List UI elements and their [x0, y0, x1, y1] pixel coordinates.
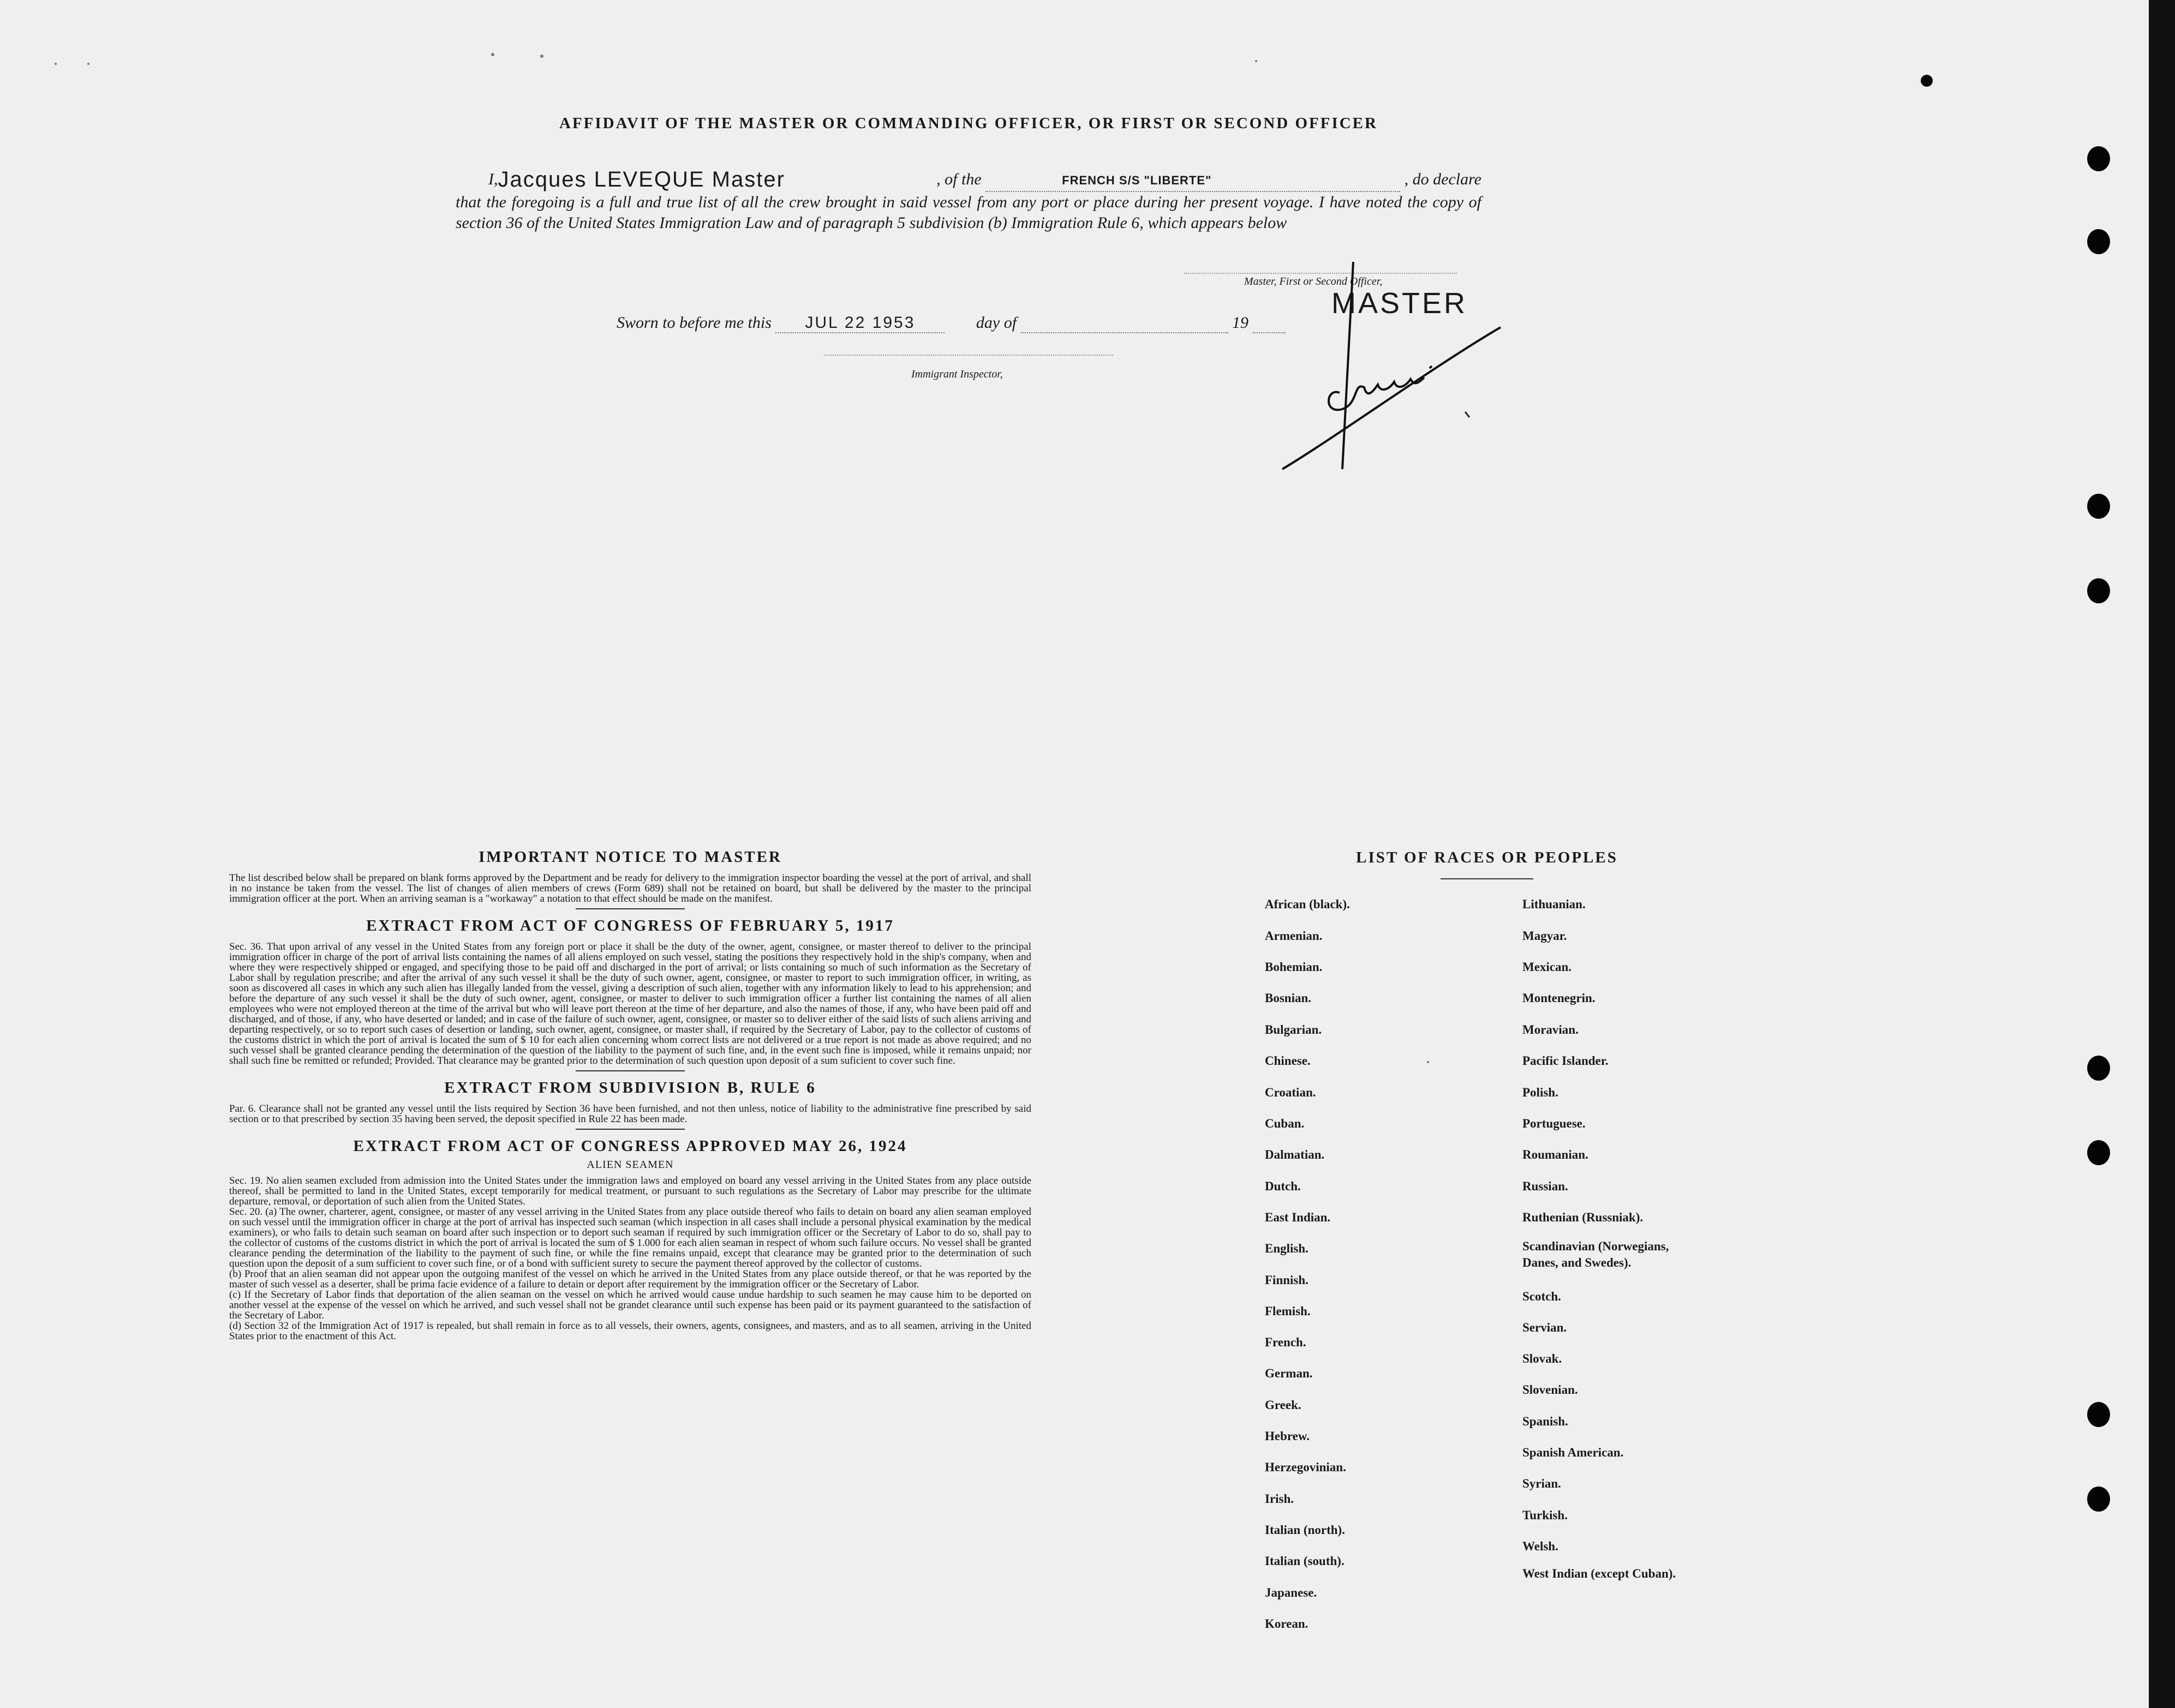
year-prefix: 19: [1232, 314, 1249, 332]
section-divider: [576, 1129, 685, 1130]
dust-speck: [1427, 1061, 1429, 1063]
extract-1924-sec20c: (c) If the Secretary of Labor finds that deportation of the alien seaman on the vessel on which he arrived would cause undue hardship to such seamen he may cause him to be deported on another vessel at the expense of the vessel on which he arrived, and such vessel shall not be grandet clearance until such expense has been paid or its payment guaranteed to the satisfaction of the Secretary of Labor.: [229, 1289, 1031, 1321]
race-item: Korean.: [1265, 1617, 1308, 1631]
race-item: Portuguese.: [1522, 1117, 1586, 1130]
race-item: Croatian.: [1265, 1086, 1316, 1099]
section-divider: [576, 1070, 685, 1071]
race-item: Dalmatian.: [1265, 1148, 1325, 1161]
races-title: LIST OF RACES OR PEOPLES: [1356, 849, 1618, 866]
race-item: Welsh.: [1522, 1539, 1558, 1553]
race-item: Servian.: [1522, 1321, 1567, 1334]
affidavit-title: AFFIDAVIT OF THE MASTER OR COMMANDING OFFICER, OR FIRST OR SECOND OFFICER: [559, 115, 1378, 132]
race-item: West Indian (except Cuban).: [1522, 1567, 1676, 1580]
day-of-text: day of: [976, 314, 1017, 332]
rule6-text: Par. 6. Clearance shall not be granted any vessel until the lists required by Section 36 have been furnished, and not then unless, notice of liability to the administrative fine prescribed by said section or to that prescribed by section 35 having been served, the deposit specified in Rule 22 has been made.: [229, 1103, 1031, 1125]
inspector-signature-line: [824, 355, 1113, 356]
race-item: Japanese.: [1265, 1586, 1317, 1599]
sworn-statement: [617, 314, 1286, 333]
master-signature: [1271, 256, 1511, 475]
extract-1917-title: EXTRACT FROM ACT OF CONGRESS OF FEBRUARY 5, 1917: [366, 917, 894, 934]
race-item: Hebrew.: [1265, 1429, 1310, 1443]
punch-hole: [2087, 1056, 2110, 1081]
sworn-date-field: [775, 314, 945, 333]
race-item: Chinese.: [1265, 1054, 1311, 1068]
notice-text: The list described below shall be prepared on blank forms approved by the Department and be ready for delivery to the immigration inspector boarding the vessel at the port of arrival, and shall in no instance be taken from the vessel. The list of changes of alien members of crews (Form 689) shall not be retained on board, but shall be delivered by the master to the principal immigration officer at the port. When an arriving seaman is a "workaway" a notation to that effect should be made on the manifest.: [229, 872, 1031, 904]
vessel-name: FRENCH S/S "LIBERTE": [985, 170, 1400, 192]
sworn-date: JUL 22 1953: [805, 314, 916, 332]
race-item: Scandinavian (Norwegians, Danes, and Swedes).: [1522, 1239, 1669, 1269]
race-item: Dutch.: [1265, 1179, 1301, 1193]
race-item: English.: [1265, 1242, 1308, 1255]
punch-hole: [2087, 578, 2110, 603]
race-item: Lithuanian.: [1522, 897, 1586, 911]
dust-speck: [1255, 60, 1257, 62]
extract-1924-title: EXTRACT FROM ACT OF CONGRESS APPROVED MAY 26, 1924: [353, 1137, 907, 1155]
punch-hole: [2087, 1140, 2110, 1165]
extract-1917-text: Sec. 36. That upon arrival of any vessel in the United States from any foreign port or place it shall be the duty of the owner, agent, consignee, or master thereof to deliver to the principal immigration officer in charge of the port of arrival lists containing the names of all aliens employed on such vessel, stating the positions they respectively hold in the ship's company, when and where they were respectively shipped or engaged, and specifying those to be paid off and discharged in the port of arrival; or lists containing so much of such information as the Secretary of Labor shall by regulation prescribe; and after the arrival of any such vessel it shall be the duty of such owner, agent, consignee, or master to report to such immigration officer, in writing, as soon as discovered all cases in which any such alien has illegally landed from the vessel, giving a description of such alien, together with any information likely to lead to his apprehension; and before the departure of any such vessel it shall be the duty of such owner, agent, consignee, or master to deliver to such immigration officer a further list containing the names of all alien employees who were not employed thereon at the time of the arrival but who will leave port thereon at the time of her departure, and also the names of those, if any, who have been paid off and discharged, and of those, if any, who have deserted or landed; and in case of the failure of such owner, agent, consignee, or master so to deliver either of the said lists of such aliens arriving and departing respectively, or so to report such cases of desertion or landing, such owner, agent, consignee, or master shall, if required by the Secretary of Labor, pay to the collector of customs of the customs district in which the port of arrival is located the sum of $ 10 for each alien concerning whom correct lists are not delivered or a true report is not made as above required; and no such vessel shall be granted clearance pending the determination of the question of the liability to the payment of such fine, and, in the event such fine is imposed, while it remains unpaid; nor shall such fine be remitted or refunded; Provided. That clearance may be granted prior to the determination of such question upon deposit of a sum suficient to cover such fine.: [229, 941, 1031, 1066]
officer-label: Master, First or Second Officer,: [1244, 275, 1383, 287]
notice-title: IMPORTANT NOTICE TO MASTER: [479, 848, 782, 866]
race-item: French.: [1265, 1335, 1306, 1349]
race-item: Armenian.: [1265, 929, 1323, 943]
race-item: Mexican.: [1522, 960, 1572, 974]
race-item: Syrian.: [1522, 1477, 1561, 1490]
race-item: Spanish American.: [1522, 1446, 1624, 1459]
race-item: Moravian.: [1522, 1023, 1579, 1036]
officer-title: MASTER: [1331, 287, 1468, 320]
section-divider: [576, 908, 685, 909]
punch-hole: [2087, 494, 2110, 519]
extract-1924-subtitle: ALIEN SEAMEN: [587, 1159, 674, 1171]
race-item: Cuban.: [1265, 1117, 1305, 1130]
punch-hole: [2087, 146, 2110, 171]
rule6-title: EXTRACT FROM SUBDIVISION B, RULE 6: [444, 1079, 816, 1096]
inspector-label: Immigrant Inspector,: [911, 368, 1003, 380]
race-item: Finnish.: [1265, 1273, 1308, 1287]
declarant-prefix: I,: [488, 170, 498, 188]
race-item: Slovak.: [1522, 1352, 1562, 1365]
race-item: Italian (north).: [1265, 1523, 1345, 1537]
race-item: Flemish.: [1265, 1304, 1311, 1318]
race-item: Pacific Islander.: [1522, 1054, 1609, 1068]
race-item: Irish.: [1265, 1492, 1294, 1506]
extract-1924-sec19: Sec. 19. No alien seamen excluded from admission into the United States under the immigration laws and employed on board any vessel arriving in the United States from any place outside thereof, shall be permitted to land in the United States, except temporarily for medical treatment, or pursuant to such regulations as the Secretary of Labor may prescribe for the ultimate departure, removal, or deportation of such alien from the United States.: [229, 1175, 1031, 1207]
race-item: Spanish.: [1522, 1415, 1568, 1428]
month-field: [1021, 314, 1228, 333]
race-item: African (black).: [1265, 897, 1350, 911]
affidavit-first-line: [456, 169, 1481, 192]
punch-hole: [2087, 1487, 2110, 1512]
race-item: Polish.: [1522, 1086, 1558, 1099]
affidavit-body: [456, 169, 1481, 233]
race-item: Bohemian.: [1265, 960, 1323, 974]
race-item: Magyar.: [1522, 929, 1567, 943]
dust-speck: [491, 53, 494, 56]
races-divider: [1441, 878, 1533, 879]
sworn-prefix: Sworn to before me this: [617, 314, 772, 332]
notice-column: [229, 848, 1031, 1341]
dust-speck: [55, 63, 57, 65]
of-the-text: , of the: [936, 170, 982, 188]
race-item: Scotch.: [1522, 1290, 1561, 1303]
declare-text: , do declare: [1404, 170, 1481, 188]
declarant-name: Jacques LEVEQUE Master: [498, 167, 785, 191]
race-item: Bulgarian.: [1265, 1023, 1322, 1036]
race-item: Greek.: [1265, 1398, 1301, 1412]
extract-1924-sec20a: Sec. 20. (a) The owner, charterer, agent, consignee, or master of any vessel arriving in the United States from any place outside thereof who fails to detain on board any alien seaman employed on such vessel until the immigration officer in charge at the port of arrival has inspected such seaman (which inspection in all cases shall include a personal physical examination by the medical examiners), or who fails to detain such seaman on board after such inspection or to deport such seaman if required by such immigration officer or the Secretary of Labor to do so, shall pay to the collector of customs of the customs district in which the port of arrival is located the sum of $ 1.000 for each alien seaman in respect of whom such failure occurs. No vessel shall be granted clearance pending the determination of the liability to the payment of such fine, or while the fine remains unpaid, except that clearance may be granted prior to the determination of such question upon the deposit of a sum sufficient to cover such fine, or of a bond with sufficient surety to secure the payment thereof approved by the collector of customs.: [229, 1206, 1031, 1269]
race-item: East Indian.: [1265, 1210, 1331, 1224]
extract-1924-sec20d: (d) Section 32 of the Immigration Act of 1917 is repealed, but shall remain in force as to all vessels, their owners, agents, consignees, and masters, and as to all seamen, arriving in the United States prior to the enactment of this Act.: [229, 1320, 1031, 1342]
punch-hole: [2087, 1402, 2110, 1427]
race-item: Slovenian.: [1522, 1383, 1578, 1397]
race-item: German.: [1265, 1367, 1313, 1380]
race-item: Turkish.: [1522, 1508, 1568, 1522]
dust-speck: [87, 63, 89, 65]
punch-hole: [2087, 229, 2110, 254]
race-item: Herzegovinian.: [1265, 1460, 1346, 1474]
extract-1924-sec20b: (b) Proof that an alien seaman did not appear upon the outgoing manifest of the vessel on which he arrived in the United States from any place outside thereof, or that he was reported by the master of such vessel as a deserter, shall be prima facie evidence of a failure to detain or deport after requirement by the immigration officer or the Secretary of Labor.: [229, 1268, 1031, 1290]
race-item: Bosnian.: [1265, 991, 1312, 1005]
race-item: Russian.: [1522, 1179, 1568, 1193]
punch-hole: [1921, 75, 1933, 87]
race-item: Roumanian.: [1522, 1148, 1588, 1161]
race-item: Italian (south).: [1265, 1554, 1345, 1568]
race-item: Ruthenian (Russniak).: [1522, 1210, 1644, 1224]
dust-speck: [540, 55, 543, 58]
race-item: Montenegrin.: [1522, 991, 1596, 1005]
affidavit-statement: that the foregoing is a full and true list of all the crew brought in said vessel from any port or place during her present voyage. I have noted the copy of section 36 of the United States Immigration Law and of paragraph 5 subdivision (b) Immigration Rule 6, which appears below: [456, 193, 1481, 232]
